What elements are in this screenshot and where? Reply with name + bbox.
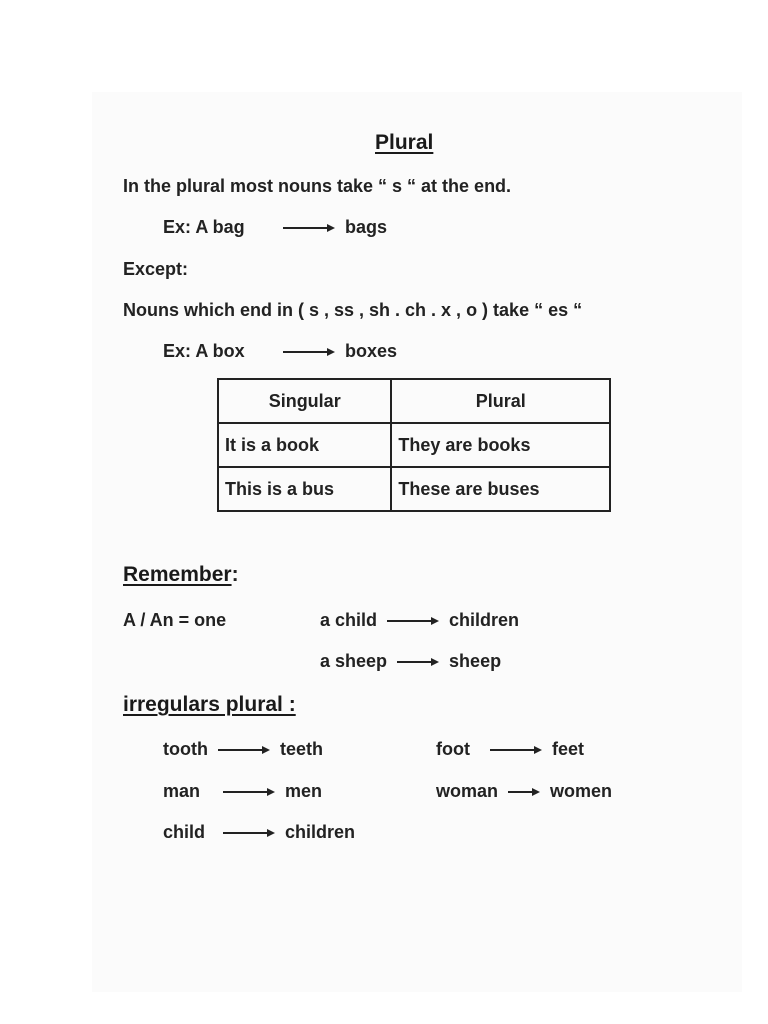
pair-singular: foot [436, 739, 470, 759]
pair-singular: a sheep [320, 651, 388, 671]
pair-plural: men [285, 781, 323, 801]
irregular-pair-child [163, 822, 355, 843]
pair-plural: feet [552, 739, 585, 759]
pair-singular: a child [320, 610, 378, 630]
pair-singular: man [163, 781, 201, 801]
arrow-right-icon [223, 787, 275, 797]
rule-plural-es: Nouns which end in ( s , ss , sh . ch . x , o ) take “ es “ [123, 300, 583, 320]
example-bag-plural: bags [345, 217, 388, 237]
example-box-singular: Ex: A box [163, 341, 245, 361]
pair-singular: child [163, 822, 206, 842]
remember-heading-text: Remember [123, 563, 232, 586]
table-cell: They are books [391, 423, 610, 467]
example-box [163, 341, 397, 362]
pair-plural: children [285, 822, 356, 842]
table-row [218, 467, 610, 511]
pair-plural: teeth [279, 739, 323, 759]
example-bag-singular: Ex: A bag [163, 217, 245, 237]
rule-plural-s: In the plural most nouns take “ s “ at the end. [123, 176, 512, 196]
pair-plural: sheep [449, 651, 502, 671]
irregular-pair-man [163, 781, 322, 802]
irregulars-heading: irregulars plural : [123, 693, 296, 716]
example-bag [163, 217, 387, 238]
table-header-plural: Plural [391, 379, 610, 423]
singular-plural-table [217, 378, 611, 512]
arrow-right-icon [490, 745, 542, 755]
arrow-right-icon [223, 828, 275, 838]
table-cell: It is a book [218, 423, 391, 467]
pair-singular: tooth [163, 739, 208, 759]
remember-pair-child [320, 610, 519, 631]
a-an-note: A / An = one [123, 610, 227, 630]
irregular-pair-woman [436, 781, 612, 802]
table-header-singular: Singular [218, 379, 391, 423]
arrow-right-icon [397, 657, 439, 667]
irregular-pair-tooth [163, 739, 323, 760]
page-title: Plural [375, 131, 434, 154]
remember-colon: : [231, 563, 239, 586]
arrow-right-icon [508, 787, 540, 797]
example-box-plural: boxes [345, 341, 398, 361]
remember-heading [123, 563, 239, 587]
arrow-right-icon [283, 223, 335, 233]
table-header-row [218, 379, 610, 423]
irregular-pair-foot [436, 739, 584, 760]
pair-plural: children [449, 610, 520, 630]
arrow-right-icon [387, 616, 439, 626]
table-row [218, 423, 610, 467]
pair-plural: women [550, 781, 613, 801]
arrow-right-icon [218, 745, 270, 755]
remember-pair-sheep [320, 651, 501, 672]
table-cell: This is a bus [218, 467, 391, 511]
except-label: Except: [123, 259, 189, 279]
table-cell: These are buses [391, 467, 610, 511]
pair-singular: woman [436, 781, 499, 801]
arrow-right-icon [283, 347, 335, 357]
